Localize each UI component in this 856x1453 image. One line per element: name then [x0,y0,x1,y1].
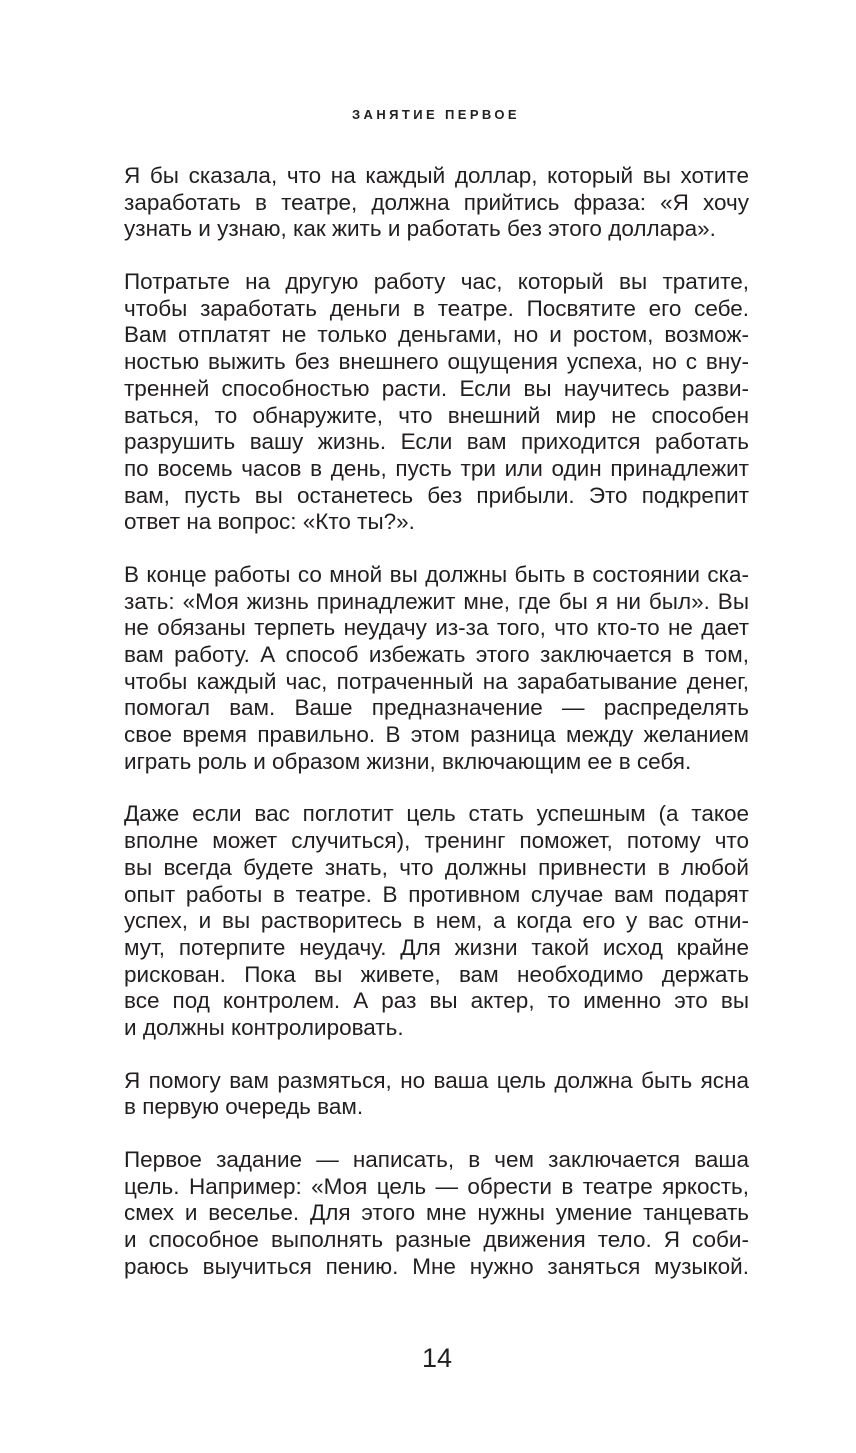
text-line: опыт работы в театре. В противном случае вам подарят [124,881,749,907]
text-line: рискован. Пока вы живете, вам необходимо держать [124,961,749,987]
text-line: узнать и узнаю, как жить и работать без этого доллара». [124,216,716,242]
text-line: зать: «Моя жизнь принадлежит мне, где бы я ни был». Вы [124,588,749,614]
text-line: вам работу. А способ избежать этого заключается в том, [124,642,749,667]
text-line: Первое задание — написать, в чем заключается ваша [124,1147,749,1172]
text-line: В конце работы со мной вы должны быть в состоянии ска- [124,561,749,587]
text-line: вам, пусть вы останетесь без прибыли. Это подкрепит [124,482,749,508]
text-line: по восемь часов в день, пусть три или один принадлежит [124,455,749,481]
text-line: и способное выполнять разные движения тело. Я соби- [124,1227,749,1253]
paragraph [124,801,749,1041]
text-line: ваться, то обнаружите, что внешний мир не способен [124,402,749,428]
text-line: и должны контролировать. [124,1014,404,1040]
text-line: Потратьте на другую работу час, который вы тратите, [124,269,749,295]
paragraph [124,562,749,776]
text-line: мут, потерпите неудачу. Для жизни такой исход крайне [124,934,749,960]
paragraph [124,269,749,536]
text-line: успех, и вы растворитесь в нем, а когда его у вас отни- [124,908,749,934]
text-line: вполне может случиться), тренинг поможет, потому что [124,828,749,854]
paragraph [124,1147,749,1280]
text-line: свое время правильно. В этом разница между желанием [124,722,749,748]
running-head: ЗАНЯТИЕ ПЕРВОЕ [352,107,520,122]
text-line: вы всегда будете знать, что должны привнести в любой [124,854,749,880]
page-number: 14 [421,1343,453,1373]
text-line: играть роль и образом жизни, включающим ее в себя. [124,748,692,774]
text-line: не обязаны терпеть неудачу из-за того, что кто-то не дает [124,615,749,641]
paragraph [124,1068,749,1121]
text-line: чтобы каждый час, потраченный на зарабатывание денег, [124,668,749,694]
text-line: помогал вам. Ваше предназначение — распределять [124,695,749,721]
paragraph [124,163,749,243]
text-line: Даже если вас поглотит цель стать успешным (а такое [124,801,749,827]
text-line: разрушить вашу жизнь. Если вам приходится работать [124,429,749,455]
text-line: все под контролем. А раз вы актер, то именно это вы [124,988,749,1014]
text-line: раюсь выучиться пению. Мне нужно заняться музыкой. [124,1253,749,1279]
text-line: смех и веселье. Для этого мне нужны умение танцевать [124,1200,749,1226]
text-line: цель. Например: «Моя цель — обрести в театре яркость, [124,1173,749,1199]
body-text [124,163,749,1306]
text-line: Вам отплатят не только деньгами, но и ростом, возмож- [124,322,749,348]
text-line: Я помогу вам размяться, но ваша цель должна быть ясна [124,1067,749,1093]
text-line: ответ на вопрос: «Кто ты?». [124,509,415,535]
text-line: ностью выжить без внешнего ощущения успеха, но с вну- [124,349,749,375]
text-line: чтобы заработать деньги в театре. Посвятите его себе. [124,295,749,321]
text-line: в первую очередь вам. [124,1094,364,1120]
text-line: тренней способностью расти. Если вы научитесь разви- [124,375,749,401]
text-line: заработать в театре, должна прийтись фраза: «Я хочу [124,189,749,215]
text-line: Я бы сказала, что на каждый доллар, который вы хотите [124,163,749,188]
